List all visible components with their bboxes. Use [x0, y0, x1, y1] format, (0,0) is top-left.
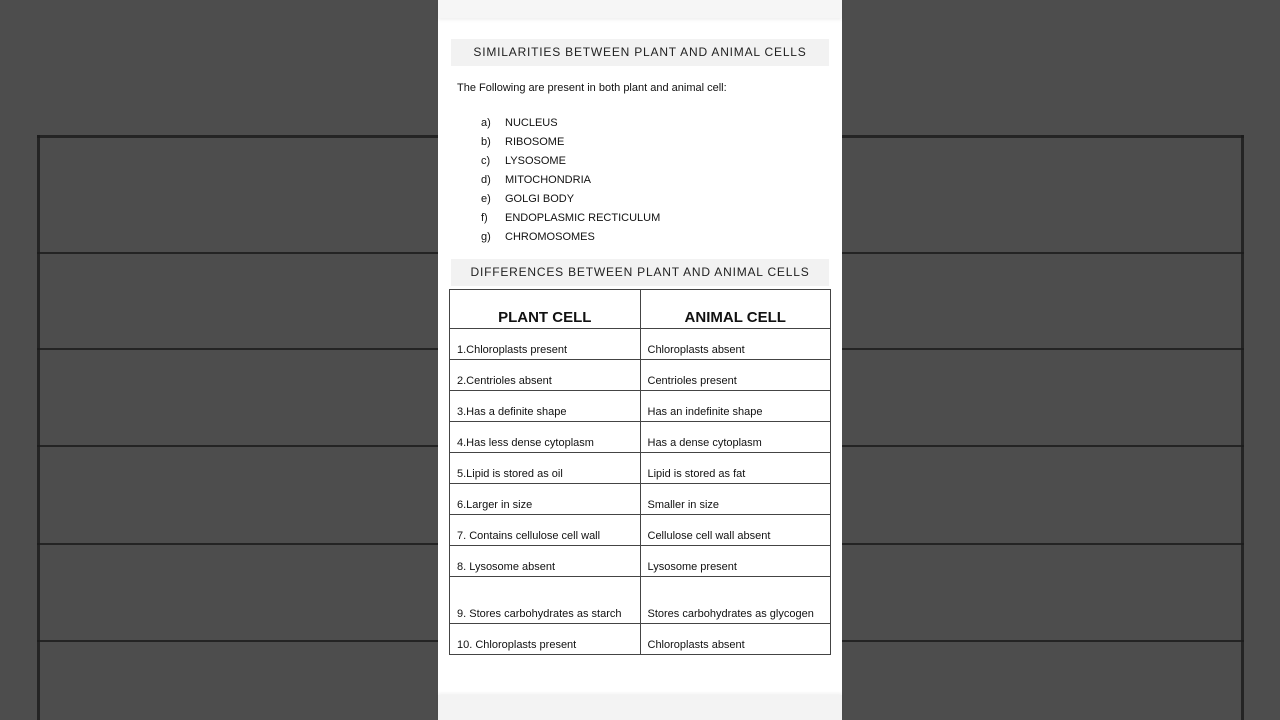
table-row: [450, 391, 831, 422]
animal-cell-value: Smaller in size: [640, 484, 831, 515]
page-break-top: [438, 0, 842, 18]
animal-cell-value: Centrioles present: [640, 360, 831, 391]
plant-cell-value: 3.Has a definite shape: [450, 391, 641, 422]
list-item: [481, 152, 660, 171]
table-header-row: [450, 290, 831, 329]
table-row: [450, 422, 831, 453]
table-row: [450, 360, 831, 391]
similarities-intro: The Following are present in both plant and animal cell:: [457, 82, 727, 94]
table-row: [450, 453, 831, 484]
list-item: [481, 209, 660, 228]
animal-cell-value: Has a dense cytoplasm: [640, 422, 831, 453]
plant-cell-value: 9. Stores carbohydrates as starch: [450, 577, 641, 624]
column-header-animal: ANIMAL CELL: [640, 290, 831, 329]
animal-cell-value: Lysosome present: [640, 546, 831, 577]
background-table-line: [37, 135, 438, 138]
similarities-heading: SIMILARITIES BETWEEN PLANT AND ANIMAL CELLS: [451, 39, 829, 66]
background-table-line: [37, 543, 438, 545]
plant-cell-value: 4.Has less dense cytoplasm: [450, 422, 641, 453]
background-table-line: [842, 135, 1244, 138]
list-item: [481, 171, 660, 190]
list-item: [481, 133, 660, 152]
list-text: GOLGI BODY: [505, 193, 575, 205]
animal-cell-value: Chloroplasts absent: [640, 624, 831, 655]
background-table-line: [37, 135, 40, 720]
animal-cell-value: Lipid is stored as fat: [640, 453, 831, 484]
background-table-line: [37, 640, 438, 642]
list-marker: e): [481, 193, 491, 205]
background-table-line: [842, 252, 1244, 254]
background-table-line: [1241, 135, 1244, 720]
list-marker: d): [481, 174, 491, 186]
column-header-plant: PLANT CELL: [450, 290, 641, 329]
list-text: CHROMOSOMES: [505, 231, 595, 243]
background-table-line: [842, 445, 1244, 447]
list-marker: c): [481, 155, 491, 167]
background-table-line: [842, 543, 1244, 545]
plant-cell-value: 7. Contains cellulose cell wall: [450, 515, 641, 546]
animal-cell-value: Chloroplasts absent: [640, 329, 831, 360]
table-row: [450, 515, 831, 546]
background-table-line: [37, 252, 438, 254]
table-row: [450, 624, 831, 655]
list-marker: a): [481, 117, 491, 129]
background-table-line: [37, 348, 438, 350]
page-break-bottom: [438, 695, 842, 720]
list-marker: b): [481, 136, 491, 148]
differences-table: [449, 289, 831, 655]
list-text: ENDOPLASMIC RECTICULUM: [505, 212, 661, 224]
animal-cell-value: Has an indefinite shape: [640, 391, 831, 422]
background-table-line: [842, 348, 1244, 350]
table-row: [450, 546, 831, 577]
background-table-line: [37, 445, 438, 447]
list-text: MITOCHONDRIA: [505, 174, 591, 186]
plant-cell-value: 1.Chloroplasts present: [450, 329, 641, 360]
list-item: [481, 114, 660, 133]
animal-cell-value: Cellulose cell wall absent: [640, 515, 831, 546]
table-row: [450, 329, 831, 360]
background-table-line: [842, 640, 1244, 642]
list-text: NUCLEUS: [505, 117, 558, 129]
document-page: [438, 0, 842, 720]
plant-cell-value: 8. Lysosome absent: [450, 546, 641, 577]
animal-cell-value: Stores carbohydrates as glycogen: [640, 577, 831, 624]
list-item: [481, 228, 660, 247]
list-text: LYSOSOME: [505, 155, 566, 167]
table-row: [450, 484, 831, 515]
plant-cell-value: 10. Chloroplasts present: [450, 624, 641, 655]
plant-cell-value: 2.Centrioles absent: [450, 360, 641, 391]
plant-cell-value: 5.Lipid is stored as oil: [450, 453, 641, 484]
list-marker: f): [481, 212, 488, 224]
table-row: [450, 577, 831, 624]
differences-heading: DIFFERENCES BETWEEN PLANT AND ANIMAL CELLS: [451, 259, 829, 286]
similarities-list: [481, 114, 660, 247]
plant-cell-value: 6.Larger in size: [450, 484, 641, 515]
list-item: [481, 190, 660, 209]
list-text: RIBOSOME: [505, 136, 565, 148]
list-marker: g): [481, 231, 491, 243]
